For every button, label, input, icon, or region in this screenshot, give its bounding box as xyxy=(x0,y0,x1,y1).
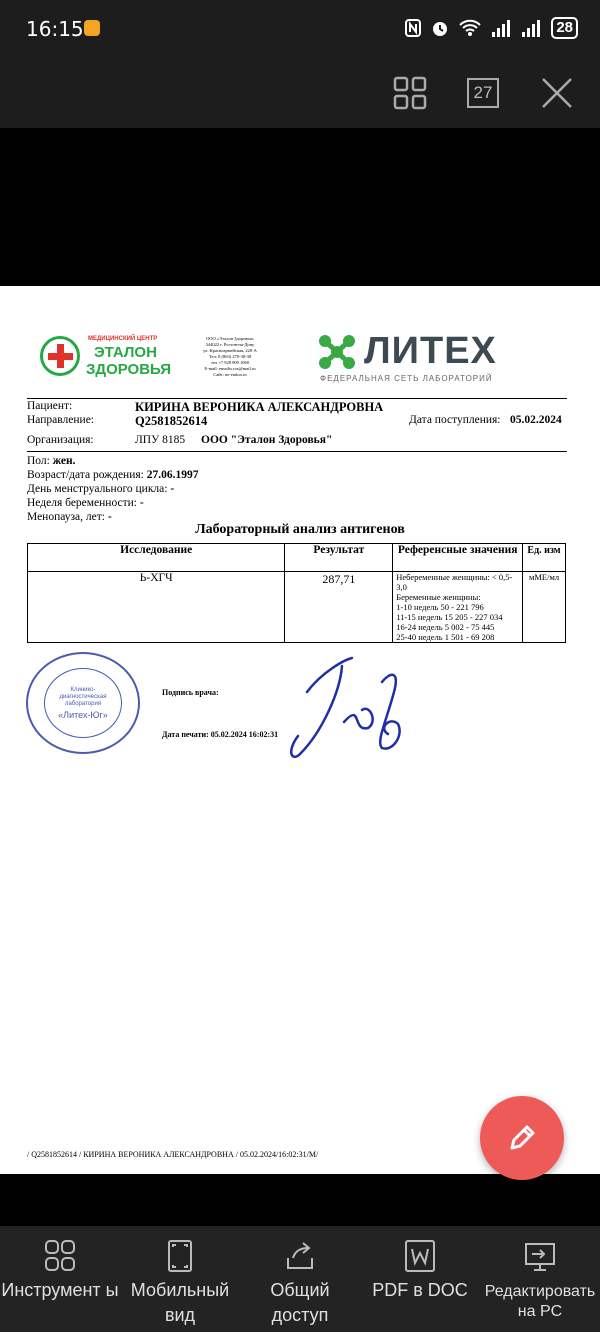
word-icon xyxy=(402,1238,438,1274)
col-header-result: Результат xyxy=(285,544,393,572)
nfc-icon xyxy=(405,19,421,37)
edit-on-pc-icon xyxy=(522,1238,558,1274)
col-header-unit: Ед. изм xyxy=(523,544,566,572)
menopause-row: Менопауза, лет: - xyxy=(27,511,112,523)
cell-test: Ь-ХГЧ xyxy=(28,572,285,643)
cell-unit: мМЕ/мл xyxy=(523,572,566,643)
document-footer: / Q2581852614 / КИРИНА ВЕРОНИКА АЛЕКСАНДРОВНА / 05.02.2024/16:02:31/М/ xyxy=(27,1150,319,1159)
direction-label: Направление: xyxy=(27,414,94,426)
cycle-value: - xyxy=(170,483,175,495)
table-row xyxy=(28,572,566,643)
direction-value: Q2581852614 xyxy=(135,414,208,428)
print-date-value: 05.02.2024 16:02:31 xyxy=(210,730,279,739)
close-button[interactable] xyxy=(532,68,582,118)
signal-icon xyxy=(521,19,541,37)
organization-name: ООО "Эталон Здоровья" xyxy=(201,434,333,446)
cell-reference: Небеременные женщины: < 0,5-3,0 Беременные женщины: 1-10 недель 50 - 221 796 11-15 недель 15 205 - 227 034 16-24 недель 5 002 - 75 445 25-40 недель 1 501 - 69 208 xyxy=(393,572,523,643)
signal-icon xyxy=(491,19,511,37)
mobile-view-button[interactable] xyxy=(120,1226,240,1332)
tools-icon xyxy=(42,1238,78,1274)
share-label: Общий доступ xyxy=(270,1280,330,1325)
viewer-toolbar xyxy=(0,58,600,128)
cell-result: 287,71 xyxy=(285,572,393,643)
pdf-to-doc-button[interactable] xyxy=(360,1226,480,1332)
mobile-view-label: Мобильный вид xyxy=(130,1280,230,1325)
litex-tagline: ФЕДЕРАЛЬНАЯ СЕТЬ ЛАБОРАТОРИЙ xyxy=(320,374,493,383)
doctor-signature xyxy=(282,652,422,767)
status-icons xyxy=(405,17,578,39)
patient-name: КИРИНА ВЕРОНИКА АЛЕКСАНДРОВНА xyxy=(135,400,384,414)
organization-label: Организация: xyxy=(27,434,94,446)
patient-label: Пациент: xyxy=(27,400,73,412)
litex-logo xyxy=(318,330,518,386)
stamp-name: «Литех-Юг» xyxy=(58,709,108,720)
etalon-logo xyxy=(40,336,170,380)
notification-icon xyxy=(84,20,100,36)
page-count-icon: 27 xyxy=(467,78,499,108)
lab-stamp: Клинико- диагностическая лаборатория «Литех-Юг» xyxy=(26,652,140,754)
pencil-icon xyxy=(505,1121,539,1155)
logo-name: ЭТАЛОН ЗДОРОВЬЯ xyxy=(86,344,172,378)
org-info: ООО «Эталон Здоровья» 344022 г. Ростов-на-Дону ул. Красноармейская, 220-А Тел: 8 (863) 270-38-38 тел +7 928 909 1060 E-mail: emailis.ros@mail.ru Сайт: ne-etalon.ru xyxy=(203,336,257,377)
litex-mark-icon xyxy=(318,334,356,370)
grid-icon xyxy=(393,76,427,110)
wifi-icon xyxy=(459,19,481,37)
battery-icon: 28 xyxy=(551,17,578,39)
results-table xyxy=(27,543,566,643)
age-row: Возраст/дата рождения: 27.06.1997 xyxy=(27,469,199,481)
share-button[interactable] xyxy=(240,1226,360,1332)
organization-code: ЛПУ 8185 xyxy=(135,434,186,446)
medical-cross-icon xyxy=(40,336,80,376)
share-icon xyxy=(282,1238,318,1274)
cycle-row: День менструального цикла: - xyxy=(27,483,175,495)
pregnancy-value: - xyxy=(139,497,144,509)
col-header-reference: Референсные значения xyxy=(393,544,523,572)
sex-value: жен. xyxy=(52,455,76,467)
received-value: 05.02.2024 xyxy=(510,414,562,426)
pdf-to-doc-label: PDF в DOC xyxy=(372,1280,468,1300)
logo-small-text: МЕДИЦИНСКИЙ ЦЕНТР xyxy=(88,336,158,342)
col-header-test: Исследование xyxy=(28,544,285,572)
signature-label: Подпись врача: xyxy=(162,688,219,697)
age-value: 27.06.1997 xyxy=(146,469,199,481)
menopause-value: - xyxy=(107,511,112,523)
table-header-row xyxy=(28,544,566,572)
bottom-toolbar xyxy=(0,1226,600,1332)
grid-view-button[interactable] xyxy=(385,68,435,118)
sex-row: Пол: жен. xyxy=(27,455,76,467)
pregnancy-row: Неделя беременности: - xyxy=(27,497,144,509)
tools-button[interactable] xyxy=(0,1226,120,1332)
divider xyxy=(27,451,567,452)
edit-fab-button[interactable] xyxy=(480,1096,564,1180)
litex-name: ЛИТЕХ xyxy=(364,330,497,372)
page-count-button[interactable] xyxy=(458,68,508,118)
document-page[interactable] xyxy=(0,286,600,1174)
tools-label: Инструмент ы xyxy=(1,1280,119,1300)
report-title: Лабораторный анализ антигенов xyxy=(195,522,405,537)
edit-on-pc-button[interactable] xyxy=(480,1226,600,1332)
mobile-view-icon xyxy=(162,1238,198,1274)
divider xyxy=(27,398,567,399)
close-icon xyxy=(541,77,573,109)
edit-on-pc-label: Редактировать на PC xyxy=(484,1283,596,1320)
status-time: 16:15 xyxy=(26,17,84,41)
received-label: Дата поступления: xyxy=(409,414,501,426)
status-bar xyxy=(0,0,600,58)
print-date-row: Дата печати: 05.02.2024 16:02:31 xyxy=(162,730,279,739)
alarm-icon xyxy=(431,19,449,37)
